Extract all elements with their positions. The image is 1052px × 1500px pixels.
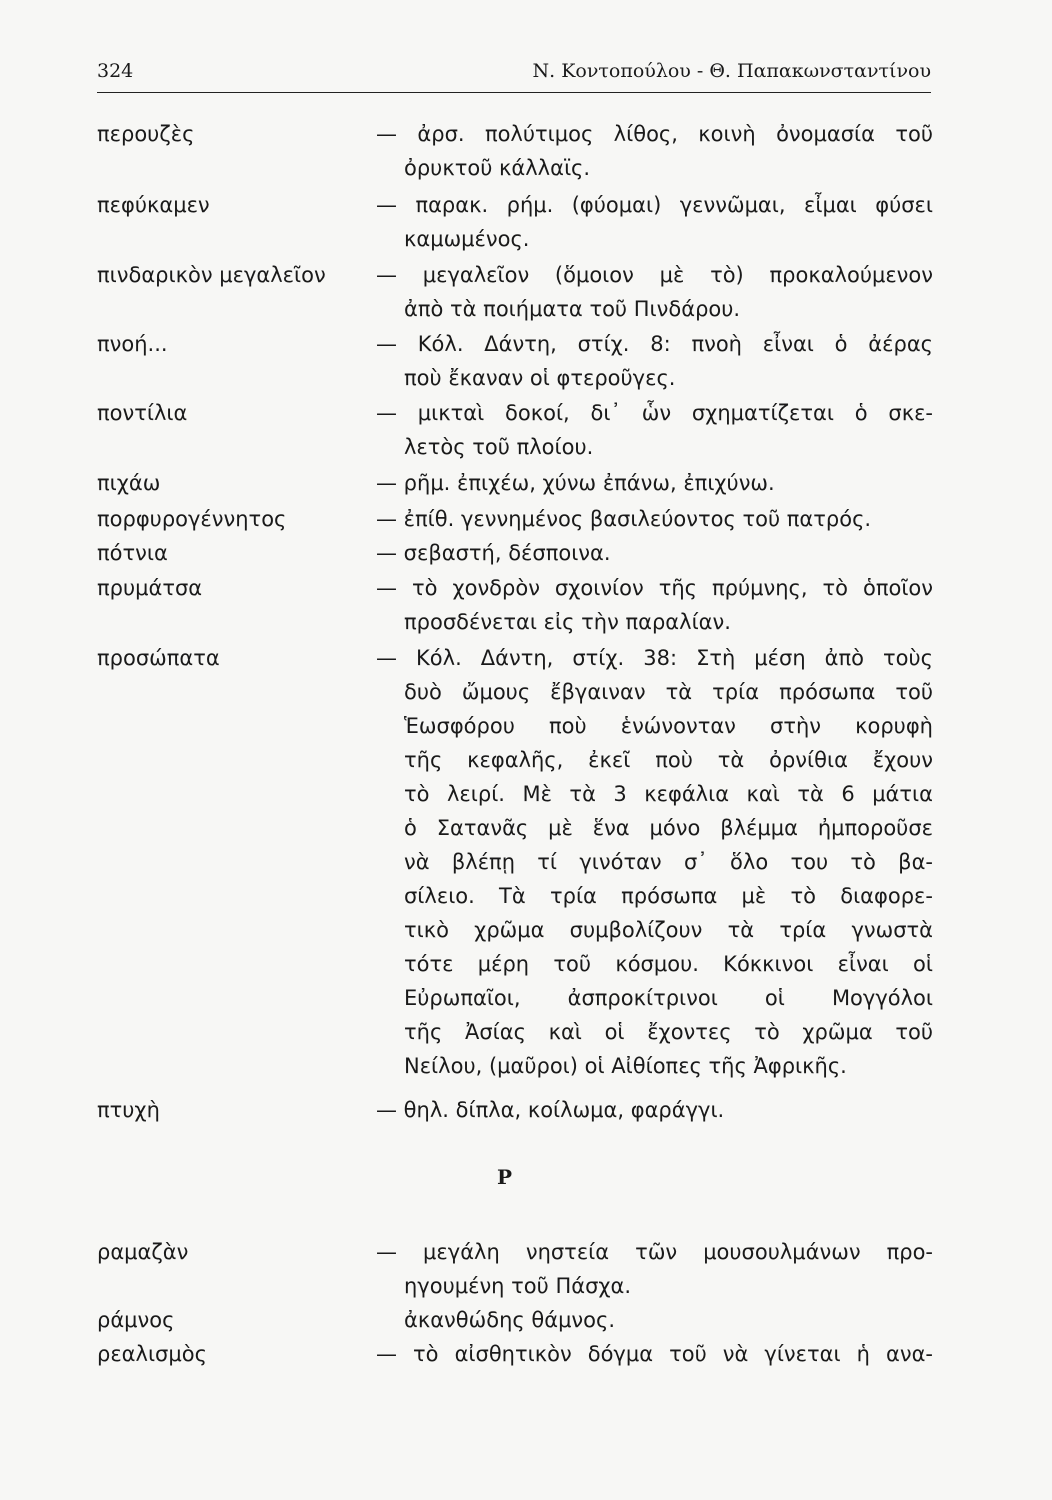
- definition-line: Εὐρωπαῖοι, ἀσπροκίτρινοι οἱ Μογγόλοι: [404, 986, 933, 1010]
- definition-line: — μεγάλη νηστεία τῶν μουσουλμάνων προ-: [376, 1240, 933, 1264]
- definition-line: — ἐπίθ. γεννημένος βασιλεύοντος τοῦ πατρός.: [376, 507, 872, 531]
- definition-line: τῆς κεφαλῆς, ἐκεῖ ποὺ τὰ ὀρνίθια ἔχουν: [404, 748, 933, 772]
- definition-line: ὁ Σατανᾶς μὲ ἕνα μόνο βλέμμα ἠμποροῦσε: [404, 816, 933, 840]
- definition-line: νὰ βλέπῃ τί γινόταν σ᾽ ὅλο του τὸ βα-: [404, 850, 933, 874]
- page-header: [97, 58, 931, 93]
- glossary-definition: [376, 327, 933, 395]
- definition-line: σίλειο. Τὰ τρία πρόσωπα μὲ τὸ διαφορε-: [404, 884, 933, 908]
- definition-line: ὀρυκτοῦ κάλλαϊς.: [404, 156, 591, 180]
- glossary-term: ρεαλισμὸς: [97, 1342, 207, 1366]
- page-number: 324: [97, 60, 134, 82]
- glossary-definition: [376, 536, 933, 570]
- section-letter-heading: Ρ: [497, 1165, 513, 1189]
- glossary-definition: [376, 396, 933, 464]
- glossary-term: περουζὲς: [97, 122, 195, 146]
- definition-line: — ἀρσ. πολύτιμος λίθος, κοινὴ ὀνομασία τοῦ: [376, 122, 933, 146]
- definition-line: Ἑωσφόρου ποὺ ἑνώνονταν στὴν κορυφὴ: [404, 714, 933, 738]
- definition-line: τικὸ χρῶμα συμβολίζουν τὰ τρία γνωστὰ: [404, 918, 933, 942]
- definition-line: — τὸ αἰσθητικὸν δόγμα τοῦ νὰ γίνεται ἡ ανα-: [376, 1342, 933, 1366]
- definition-line: τῆς Ἀσίας καὶ οἱ ἔχοντες τὸ χρῶμα τοῦ: [404, 1020, 933, 1044]
- glossary-definition: [376, 641, 933, 1083]
- glossary-definition: [376, 117, 933, 185]
- definition-line: δυὸ ὤμους ἔβγαιναν τὰ τρία πρόσωπα τοῦ: [404, 680, 933, 704]
- definition-line: Νείλου, (μαῦροι) οἱ Αἰθίοπες τῆς Ἀφρικῆς.: [404, 1054, 847, 1078]
- definition-line: ἀκανθώδης θάμνος.: [404, 1308, 616, 1332]
- glossary-definition: [376, 571, 933, 639]
- definition-line: — Κόλ. Δάντη, στίχ. 8: πνοὴ εἶναι ὁ ἀέρας: [376, 332, 933, 356]
- glossary-term: ραμαζὰν: [97, 1240, 189, 1264]
- glossary-definition: [376, 1235, 933, 1303]
- glossary-definition: [376, 466, 933, 500]
- glossary-definition: [376, 502, 933, 536]
- glossary-definition: [376, 1093, 933, 1127]
- definition-line: τὸ λειρί. Μὲ τὰ 3 κεφάλια καὶ τὰ 6 μάτια: [404, 782, 933, 806]
- glossary-definition: [376, 1337, 933, 1371]
- definition-line: — σεβαστή, δέσποινα.: [376, 541, 611, 565]
- definition-line: — τὸ χονδρὸν σχοινίον τῆς πρύμνης, τὸ ὁποῖον: [376, 576, 933, 600]
- glossary-definition: [376, 1303, 933, 1337]
- glossary-term: πεφύκαμεν: [97, 193, 210, 217]
- running-head: Ν. Κοντοπούλου - Θ. Παπακωνσταντίνου: [532, 60, 931, 82]
- definition-line: — Κόλ. Δάντη, στίχ. 38: Στὴ μέση ἀπὸ τοὺς: [376, 646, 933, 670]
- definition-line: ἀπὸ τὰ ποιήματα τοῦ Πινδάρου.: [404, 297, 741, 321]
- definition-line: προσδένεται εἰς τὴν παραλίαν.: [404, 610, 731, 634]
- glossary-term: πρυμάτσα: [97, 576, 203, 600]
- glossary-term: προσώπατα: [97, 646, 220, 670]
- definition-line: — μεγαλεῖον (ὅμοιον μὲ τὸ) προκαλούμενον: [376, 263, 933, 287]
- definition-line: ηγουμένη τοῦ Πάσχα.: [404, 1274, 632, 1298]
- glossary-term: πτυχὴ: [97, 1098, 160, 1122]
- glossary-term: πινδαρικὸν μεγαλεῖον: [97, 263, 326, 287]
- definition-line: ποὺ ἔκαναν οἱ φτεροῦγες.: [404, 366, 676, 390]
- definition-line: — θηλ. δίπλα, κοίλωμα, φαράγγι.: [376, 1098, 725, 1122]
- definition-line: — μικταὶ δοκοί, δι᾽ ὧν σχηματίζεται ὁ σκε-: [376, 401, 933, 425]
- glossary-term: ποντίλια: [97, 401, 188, 425]
- glossary-definition: [376, 258, 933, 326]
- definition-line: — παρακ. ρήμ. (φύομαι) γεννῶμαι, εἶμαι φύσει: [376, 193, 933, 217]
- glossary-term: ράμνος: [97, 1308, 175, 1332]
- glossary-term: πότνια: [97, 541, 168, 565]
- definition-line: τότε μέρη τοῦ κόσμου. Κόκκινοι εἶναι οἱ: [404, 952, 933, 976]
- glossary-term: πνοή...: [97, 332, 168, 356]
- definition-line: — ρῆμ. ἐπιχέω, χύνω ἐπάνω, ἐπιχύνω.: [376, 471, 775, 495]
- glossary-term: πιχάω: [97, 471, 161, 495]
- definition-line: καμωμένος.: [404, 227, 530, 251]
- definition-line: λετὸς τοῦ πλοίου.: [404, 435, 594, 459]
- glossary-term: πορφυρογέννητος: [97, 507, 287, 531]
- glossary-definition: [376, 188, 933, 256]
